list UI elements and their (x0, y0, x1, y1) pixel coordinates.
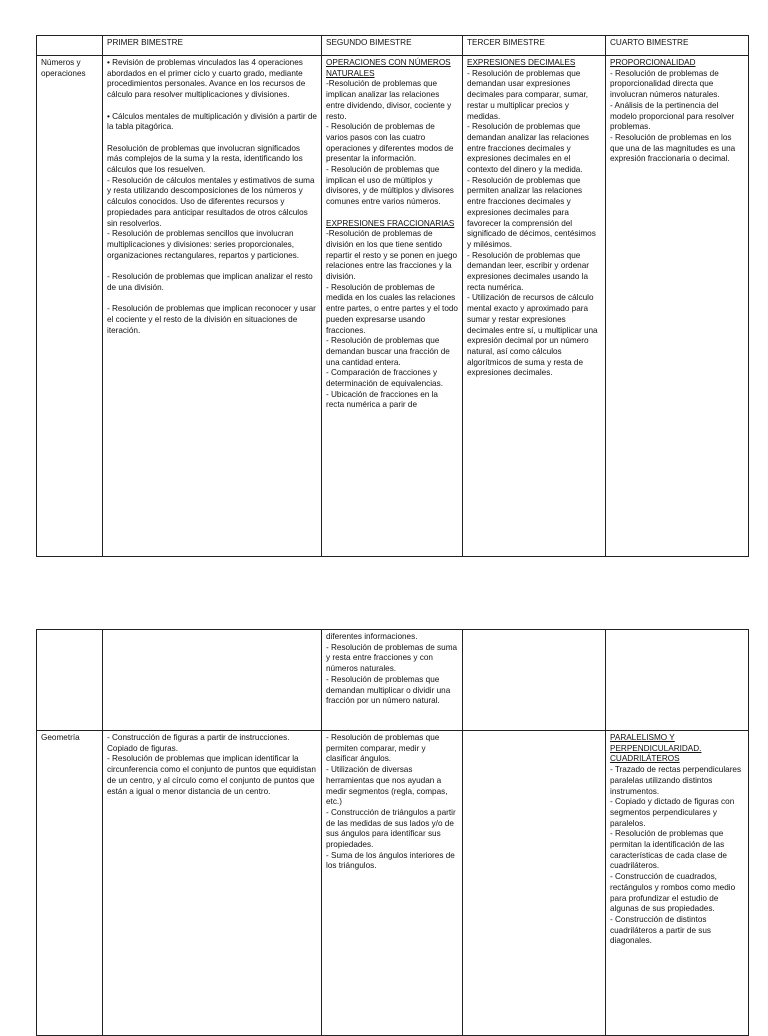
cell-primer-bimestre (103, 731, 322, 1036)
content-line: - Construcción de triángulos a partir de las medidas de sus lados y/o de sus ángulos para identificar sus propiedades. (326, 807, 456, 850)
content-line: - Ubicación de fracciones en la recta numérica a parir de (326, 389, 438, 410)
content-line: diferentes informaciones. (326, 632, 418, 641)
section-title: PROPORCIONALIDAD (610, 58, 696, 67)
row-continuation (37, 630, 749, 731)
content-line: - Copiado y dictado de figuras con segmentos perpendiculares y paralelos. (610, 797, 735, 828)
content-line: - Resolución de problemas que implican el uso de múltiplos y divisores, y de múltiplos y divisores comunes entre varios números. (326, 165, 454, 207)
content-line: - Análisis de la pertinencia del modelo proporcional para resolver problemas. (610, 100, 735, 132)
content-line: • Cálculos mentales de multiplicación y división a partir de la tabla pitagórica. (107, 111, 317, 132)
content-line: - Resolución de problemas de suma y resta entre fracciones y con números naturales. (326, 642, 458, 674)
empty-cell (37, 630, 103, 731)
curriculum-table (36, 35, 749, 557)
cell-tercer-bimestre (463, 56, 606, 557)
content-line: - Resolución de problemas que demandan buscar una fracción de una cantidad entera. (326, 336, 450, 367)
empty-cell (103, 630, 322, 731)
cell-primer-bimestre (103, 56, 322, 557)
content-line: - Utilización de recursos de cálculo mental exacto y aproximado para sumar y restar expresiones decimales entre sí, u multiplicar una expresión decimal por un número natural, así como cálculos algorítmicos de suma y resta de expresiones decimales. (467, 293, 598, 378)
cell-segundo-bimestre (322, 56, 463, 557)
row-numeros-operaciones (37, 56, 749, 557)
content-line: - Resolución de problemas sencillos que involucran multiplicaciones y divisiones: series proporcionales, organizaciones rectangulares, repartos y particiones. (107, 229, 300, 260)
content-line: - Resolución de problemas que demandan usar expresiones decimales para comparar, sumar, restar u multiplicar precios y medidas. (467, 68, 589, 121)
content-line: • Revisión de problemas vinculados las 4 operaciones abordados en el primer ciclo y cuarto grado, mediante procedimientos personales. Avance en los recursos de cálculo para resolver multiplicaciones y divisiones. (107, 58, 306, 100)
cell-cuarto-bimestre (606, 731, 749, 1036)
section-title: OPERACIONES CON NÚMEROS NATURALES (326, 58, 451, 78)
content-line: - Construcción de distintos cuadriláteros a partir de sus diagonales. (610, 914, 712, 946)
row-geometria (37, 731, 749, 1036)
content-line: - Resolución de cálculos mentales y estimativos de suma y resta utilizando descomposiciones de los números y cálculos conocidos. Uso de diferentes recursos y propiedades para anticipar resultados de otros cálculos sin resolverlos. (107, 175, 315, 228)
header-cell-empty (37, 36, 103, 56)
empty-cell (463, 630, 606, 731)
content-line: - Resolución de problemas de varios pasos con las cuatro operaciones y diferentes modos de presentar la información. (326, 122, 454, 164)
section-title: EXPRESIONES FRACCIONARIAS (326, 218, 455, 228)
area-label: Números y operaciones (37, 56, 103, 557)
section-title: PARALELISMO Y PERPENDICULARIDAD. CUADRILÁTEROS (610, 733, 702, 764)
header-primer-bimestre: PRIMER BIMESTRE (103, 36, 322, 56)
content-line: - Resolución de problemas que implican identificar la circunferencia como el conjunto de puntos que equidistan de un centro, y al círculo como el conjunto de puntos que están a igual o menor distancia de un centro. (107, 754, 316, 796)
content-line: - Resolución de problemas que demandan leer, escribir y ordenar expresiones decimales usando la recta numérica. (467, 250, 589, 292)
content-line: - Resolución de problemas que permiten comparar, medir y clasificar ángulos. (326, 733, 440, 764)
curriculum-table-continued (36, 629, 749, 1036)
content-line: - Resolución de problemas que demandan multiplicar o dividir una fracción por un número natural. (326, 674, 451, 706)
empty-cell (463, 731, 606, 1036)
header-tercer-bimestre: TERCER BIMESTRE (463, 36, 606, 56)
content-line: - Suma de los ángulos interiores de los triángulos. (326, 850, 455, 871)
content-line: - Resolución de problemas que demandan analizar las relaciones entre fracciones decimales y expresiones decimales en el contexto del dinero y la medida. (467, 122, 589, 175)
header-cuarto-bimestre: CUARTO BIMESTRE (606, 36, 749, 56)
cell-segundo-bimestre (322, 630, 463, 731)
content-line: - Construcción de figuras a partir de instrucciones. Copiado de figuras. (107, 733, 290, 753)
header-segundo-bimestre: SEGUNDO BIMESTRE (322, 36, 463, 56)
section-title: EXPRESIONES DECIMALES (467, 58, 576, 67)
content-line: - Resolución de problemas que permitan la identificación de las características de cada clase de cuadriláteros. (610, 829, 727, 871)
content-line: - Utilización de diversas herramientas que nos ayudan a medir segmentos (regla, compas, etc.) (326, 765, 448, 807)
content-line: Resolución de problemas que involucran significados más complejos de la suma y la resta, identificando los cálculos que los resuelven. (107, 143, 303, 174)
header-row (37, 36, 749, 56)
content-line: - Resolución de problemas en los que una de las magnitudes es una expresión fraccionaria o decimal. (610, 132, 736, 164)
content-line: - Resolución de problemas de proporcionalidad directa que involucran números naturales. (610, 68, 720, 100)
content-line: - Trazado de rectas perpendiculares paralelas utilizando distintos instrumentos. (610, 765, 742, 796)
content-line: - Resolución de problemas que implican reconocer y usar el cociente y el resto de la división en situaciones de iteración. (107, 304, 316, 335)
content-line: - Construcción de cuadrados, rectángulos y rombos como medio para profundizar el estudio de algunas de sus propiedades. (610, 872, 736, 914)
content-line: - Resolución de problemas que permiten analizar las relaciones entre fracciones decimales y expresiones decimales para favorecer la comprensión del significado de décimos, centésimos y milésimos. (467, 175, 596, 249)
cell-segundo-bimestre (322, 731, 463, 1036)
area-label: Geometría (37, 731, 103, 1036)
content-line: - Resolución de problemas de medida en los cuales las relaciones entre partes, o entre partes y el todo pueden expresarse usando fracciones. (326, 282, 458, 335)
content-line: -Resolución de problemas de división en los que tiene sentido repartir el resto y se ponen en juego relaciones entre las fracciones y la división. (326, 229, 458, 282)
cell-cuarto-bimestre (606, 56, 749, 557)
content-line: - Resolución de problemas que implican analizar el resto de una división. (107, 272, 313, 292)
content-line: - Comparación de fracciones y determinación de equivalencias. (326, 368, 443, 389)
empty-cell (606, 630, 749, 731)
content-line: -Resolución de problemas que implican analizar las relaciones entre dividendo, divisor, cociente y resto. (326, 79, 452, 121)
